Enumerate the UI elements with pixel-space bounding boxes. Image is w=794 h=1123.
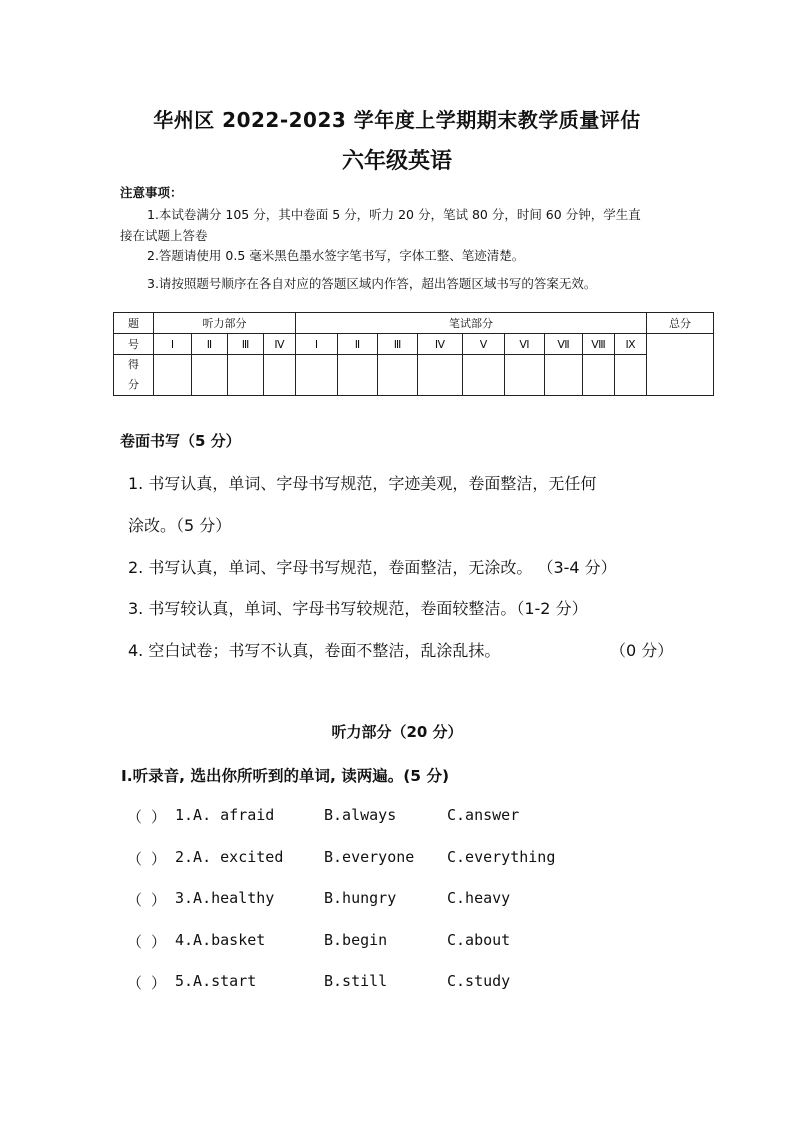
score-cell[interactable] (264, 355, 296, 396)
total-header: 总分 (647, 313, 714, 334)
answer-blank[interactable]: （ ） (127, 933, 167, 951)
question-2-option-c: C.everything (447, 848, 556, 866)
handwriting-heading: 卷面书写（5 分） (120, 432, 241, 450)
score-cell[interactable] (505, 355, 545, 396)
writing-col: Ⅸ (615, 334, 647, 355)
question-1-option-b: B.always (324, 806, 397, 824)
handwriting-item-4: 4. 空白试卷；书写不认真，卷面不整洁，乱涂乱抹。 (128, 641, 501, 660)
question-3-option-b: B.hungry (324, 889, 397, 907)
writing-header: 笔试部分 (296, 313, 647, 334)
note-3: 3.请按照题号顺序在各自对应的答题区域内作答，超出答题区域书写的答案无效。 (147, 276, 597, 291)
handwriting-item-1-cont: 涂改。（5 分） (128, 516, 232, 535)
question-4-option-c: C.about (447, 931, 511, 949)
answer-blank[interactable]: （ ） (127, 891, 167, 909)
score-row-label (114, 355, 154, 396)
question-5-option-c: C.study (447, 972, 511, 990)
listening-col: Ⅰ (154, 334, 192, 355)
score-cell[interactable] (583, 355, 615, 396)
answer-blank[interactable]: （ ） (127, 850, 167, 868)
question-4-option-a: 4.A.basket (175, 931, 266, 949)
score-cell[interactable] (418, 355, 463, 396)
writing-col: Ⅶ (545, 334, 583, 355)
note-1: 1.本试卷满分 105 分，其中卷面 5 分，听力 20 分，笔试 80 分，时间 60 分钟，学生直 (147, 207, 641, 222)
question-5-option-a: 5.A.start (175, 972, 257, 990)
question-2-option-b: B.everyone (324, 848, 415, 866)
answer-blank[interactable]: （ ） (127, 808, 167, 826)
row-label-fen: 分 (128, 378, 139, 391)
note-2: 2.答题请使用 0.5 毫米黑色墨水签字笔书写，字体工整、笔迹清楚。 (147, 248, 525, 263)
writing-col: Ⅴ (463, 334, 505, 355)
score-cell[interactable] (615, 355, 647, 396)
note-1-cont: 接在试题上答卷 (120, 228, 208, 243)
listening-section-1: Ⅰ.听录音, 选出你所听到的单词, 读两遍。(5 分) (121, 767, 450, 785)
listening-col: Ⅲ (228, 334, 264, 355)
col-header-hao: 号 (114, 334, 154, 355)
score-table (113, 312, 714, 396)
handwriting-item-4-score: （0 分） (610, 641, 674, 660)
handwriting-item-1: 1. 书写认真，单词、字母书写规范，字迹美观，卷面整洁，无任何 (128, 474, 597, 493)
question-1-option-c: C.answer (447, 806, 520, 824)
writing-col: Ⅲ (378, 334, 418, 355)
question-3-option-c: C.heavy (447, 889, 511, 907)
score-cell[interactable] (192, 355, 228, 396)
handwriting-item-2: 2. 书写认真，单词、字母书写规范，卷面整洁，无涂改。 （3-4 分） (128, 558, 617, 577)
writing-col: Ⅰ (296, 334, 338, 355)
exam-title: 华州区 2022-2023 学年度上学期期末教学质量评估 (153, 108, 641, 132)
question-3-option-a: 3.A.healthy (175, 889, 275, 907)
listening-col: Ⅱ (192, 334, 228, 355)
score-cell[interactable] (296, 355, 338, 396)
handwriting-item-3: 3. 书写较认真，单词、字母书写较规范，卷面较整洁。（1-2 分） (128, 599, 588, 618)
notes-label: 注意事项： (120, 185, 183, 200)
score-cell[interactable] (463, 355, 505, 396)
writing-col: Ⅳ (418, 334, 463, 355)
writing-col: Ⅱ (338, 334, 378, 355)
question-4-option-b: B.begin (324, 931, 388, 949)
row-label-de: 得 (128, 358, 139, 371)
listening-heading: 听力部分（20 分） (331, 723, 463, 741)
score-cell[interactable] (378, 355, 418, 396)
col-header-ti: 题 (114, 313, 154, 334)
writing-col: Ⅷ (583, 334, 615, 355)
answer-blank[interactable]: （ ） (127, 974, 167, 992)
score-cell[interactable] (154, 355, 192, 396)
score-cell[interactable] (545, 355, 583, 396)
question-1-option-a: 1.A. afraid (175, 806, 275, 824)
total-score-cell[interactable] (647, 334, 714, 396)
writing-col: Ⅵ (505, 334, 545, 355)
score-cell[interactable] (228, 355, 264, 396)
listening-header: 听力部分 (154, 313, 296, 334)
exam-subtitle: 六年级英语 (341, 149, 452, 174)
listening-col: Ⅳ (264, 334, 296, 355)
question-5-option-b: B.still (324, 972, 388, 990)
question-2-option-a: 2.A. excited (175, 848, 284, 866)
score-cell[interactable] (338, 355, 378, 396)
